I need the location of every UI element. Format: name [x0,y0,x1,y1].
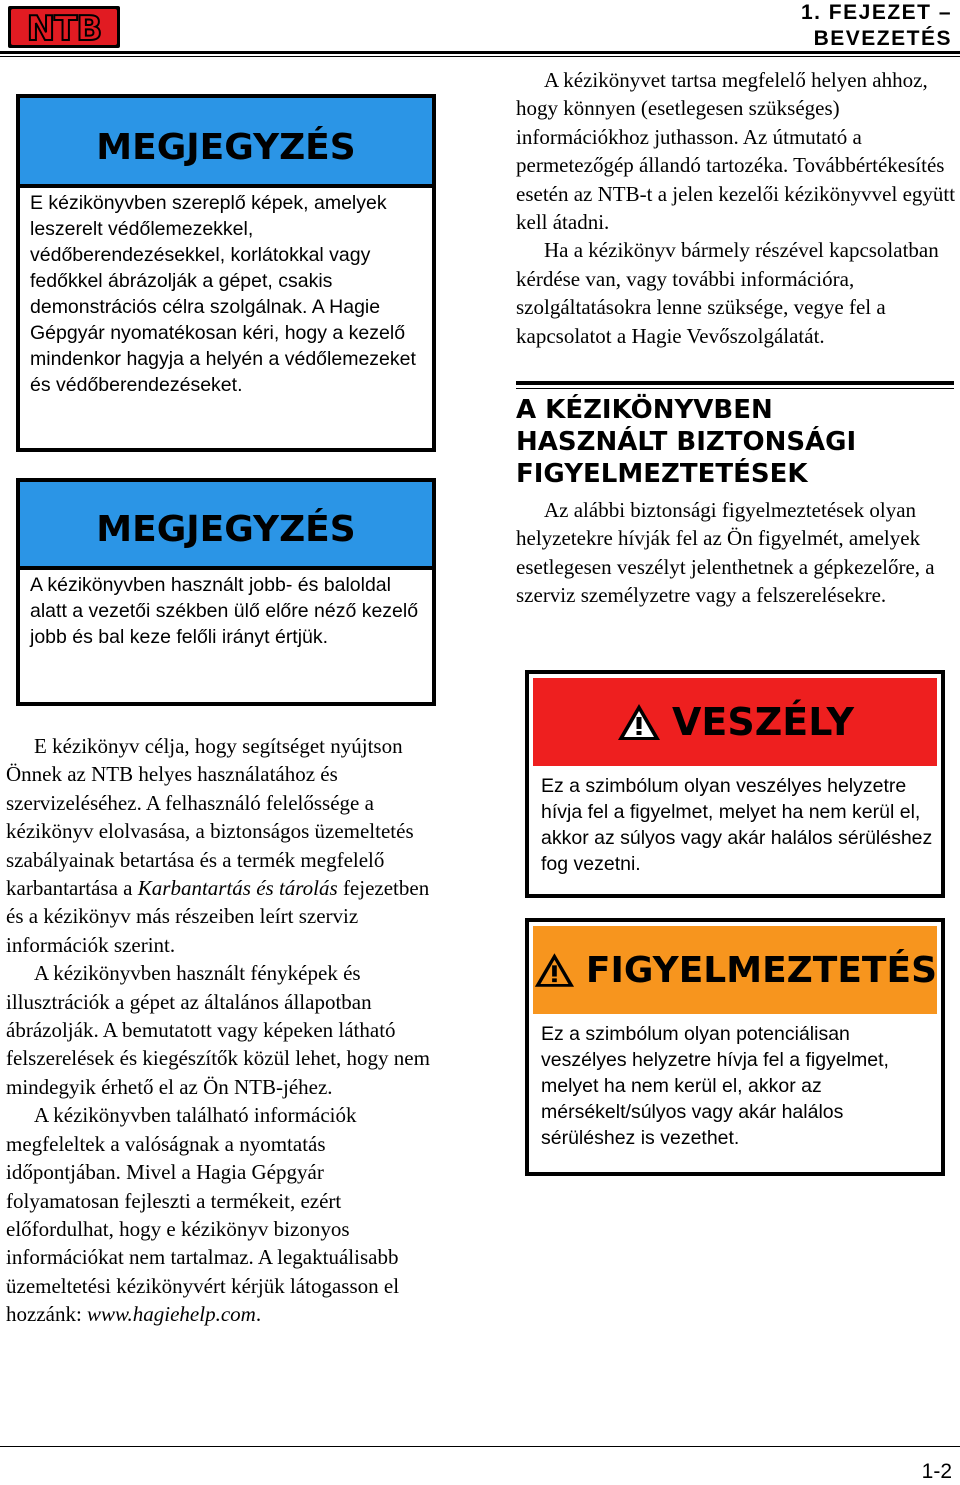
photos-paragraph: A kézikönyvben használt fényképek és illusztrációk a gépet az általános állapotban ábrázolják. A bemutatott vagy képeken látható felszerelések és kiegészítők közül lehet, hogy nem mindegyik érhető el az Ön NTB-jéhez. [6,961,430,1099]
section-title [516,394,956,490]
page-number: 1-2 [921,1460,952,1483]
chapter-number: 1. FEJEZET – [800,1,952,24]
section-divider-thin [516,388,954,389]
note-body: E kézikönyvben szereplő képek, amelyek leszerelt védőlemezekkel, védőberendezésekkel, korlátokkal vagy fedőkkel ábrázolják a gépet, csakis demonstrációs célra szolgálnak. A Hagie Gépgyár nyomatékosan kéri, hogy a kezelő mindenkor hagyja a helyén a védőlemezeket és védőberendezéseket. [30,192,416,396]
note-box-orientation [16,478,436,706]
danger-box [525,670,945,898]
logo-text: NTB [26,9,102,48]
danger-title: VESZÉLY [671,700,855,744]
storage-paragraph: A kézikönyvet tartsa megfelelő helyen ahhoz, hogy könnyen (esetlegesen szükséges) információkhoz juthasson. Az útmutató a permetezőgép állandó tartozéka. Továbbértékesítés esetén az NTB-t a jelen kezelői kézikönyvvel együtt kell átadni. [516,68,956,235]
warning-triangle-icon [533,950,576,990]
section-title-line: A KÉZIKÖNYVBEN [516,395,773,425]
header-divider-thin [0,56,960,57]
warning-box [525,918,945,1176]
header-divider [0,51,960,54]
warning-body: Ez a szimbólum olyan potenciálisan veszélyes helyzetre hívja fel a figyelmet, melyet ha nem kerül el, akkor az mérsékelt/súlyos vagy akár halálos sérüléshez is vezethet. [541,1023,889,1149]
section-body [516,496,956,610]
danger-header [533,678,937,766]
text-run: fejezetben és a kézikönyv más részeiben leírt szerviz információk szerint. [6,876,430,957]
info-paragraph [6,1101,440,1328]
manual-storage-text [516,66,956,350]
text-run: E kézikönyv célja, hogy segítséget nyújtson Önnek az NTB helyes használatához és szervizeléséhez. A felhasználó felelőssége a kézikönyv elolvasása, a biztonságos üzemeltetés szabályainak betartása és a termék megfelelő karbantartása a [6,734,414,901]
chapter-title: BEVEZETÉS [813,27,952,50]
note-body: A kézikönyvben használt jobb- és baloldal alatt a vezetői székben ülő előre néző kezelő jobb és bal keze felőli irányt értjük. [30,574,419,648]
warning-triangle-icon [616,702,662,742]
chapter-reference: Karbantartás és tárolás [137,876,338,901]
danger-body: Ez a szimbólum olyan veszélyes helyzetre hívja fel a figyelmet, melyet ha nem kerül el, akkor az súlyos vagy akár halálos sérüléshez fog vezetni. [541,775,933,875]
text-run: A kézikönyvben található információk megfeleltek a valóságnak a nyomtatás időpontjában. Mivel a Hagia Gépgyár folyamatosan fejleszti a termékeit, ezért előfordulhat, hogy e kézikönyv bizonyos információkat nem tartalmaz. A legaktuálisabb üzemeltetési kézikönyvért kérjük látogasson el hozzánk: [6,1103,400,1327]
section-divider [516,381,954,385]
note-box-guards [16,94,436,452]
section-paragraph: Az alábbi biztonsági figyelmeztetések olyan helyzetekre hívják fel az Ön figyelmét, amelyek esetlegesen veszélyt jelenthetnek a gépkezelőre, a szerviz személyzetre vagy a felszerelésekre. [516,498,935,608]
note-title: MEGJEGYZÉS [20,482,432,570]
contact-paragraph: Ha a kézikönyv bármely részével kapcsolatban kérdése van, vagy további információra, szolgáltatásokra lenne szüksége, vegye fel a kapcsolatot a Hagie Vevőszolgálatát. [516,238,939,348]
warning-header [533,926,937,1014]
footer-divider [0,1446,960,1447]
note-title: MEGJEGYZÉS [20,98,432,188]
chapter-heading [801,0,952,52]
ntb-logo-graphic [8,6,120,48]
section-title-line: FIGYELMEZTETÉSEK [516,459,808,489]
intro-paragraph [6,732,440,959]
intro-text [6,732,440,1329]
website-link[interactable]: www.hagiehelp.com [87,1302,256,1327]
text-run: . [255,1302,262,1327]
section-title-line: HASZNÁLT BIZTONSÁGI [516,427,857,457]
ntb-logo [8,6,120,48]
warning-title: FIGYELMEZTETÉS [585,949,937,991]
